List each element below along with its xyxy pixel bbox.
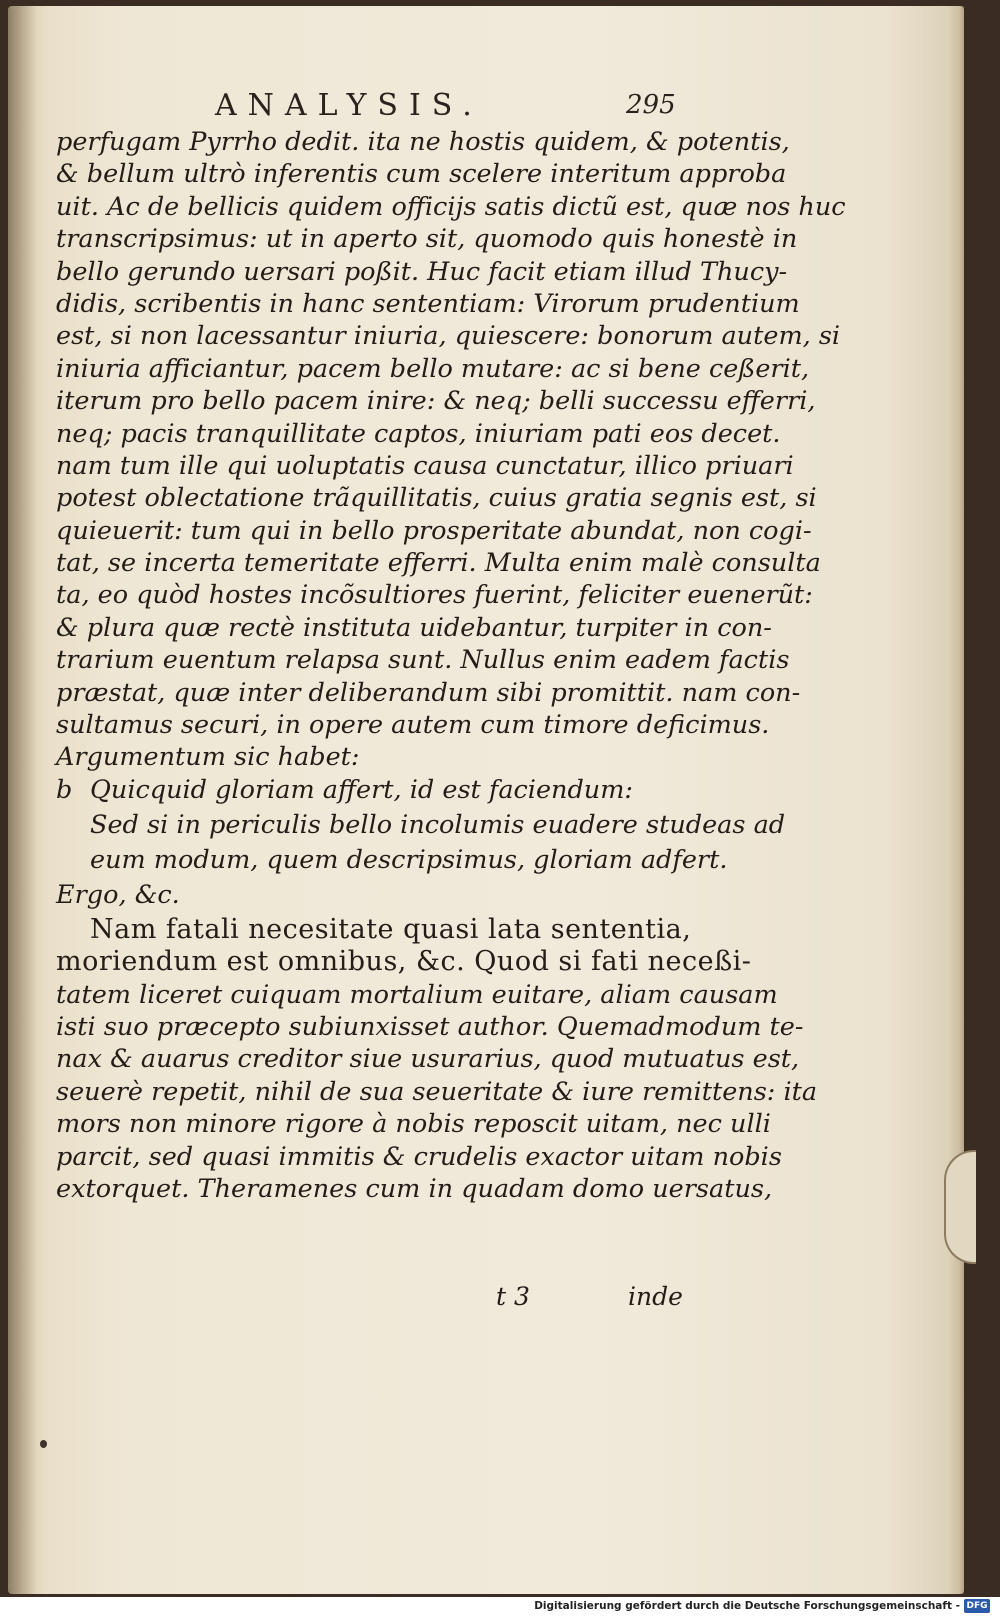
text-line: iterum pro bello pacem inire: & neq; belli successu efferri, [56,386,816,417]
argument-conclusion: Ergo, &c. [56,879,180,910]
page-header [0,88,1000,128]
signature-line [0,1282,1000,1314]
text-line: neq; pacis tranquillitate captos, iniuriam pati eos decet. [56,418,781,449]
text-line: extorquet. Theramenes cum in quadam domo uersatus, [56,1173,773,1204]
text-line: & bellum ultrò inferentis cum scelere interitum approba [56,159,787,190]
text-line: nax & auarus creditor siue usurarius, quod mutuatus est, [56,1044,800,1075]
page-number: 295 [626,90,676,120]
roman-line: Nam fatali necesitate quasi lata sententia, [90,913,692,945]
argument-line: Sed si in periculis bello incolumis euadere studeas ad [90,809,786,840]
text-line: mors non minore rigore à nobis reposcit uitam, nec ulli [56,1109,771,1140]
text-line: perfugam Pyrrho dedit. ita ne hostis quidem, & potentis, [56,127,790,157]
text-line: est, si non lacessantur iniuria, quiescere: bonorum autem, si [56,321,841,352]
text-line: quieuerit: tum qui in bello prosperitate abundat, non cogi- [56,515,812,546]
text-line: didis, scribentis in hanc sententiam: Virorum prudentium [56,288,800,319]
text-line: uit. Ac de bellicis quidem officijs satis dictũ est, quæ nos huc [56,191,846,222]
text-line: seuerè repetit, nihil de sua seueritate & iure remittens: ita [56,1076,818,1107]
text-line: transcripsimus: ut in aperto sit, quomodo quis honestè in [56,224,798,255]
argument-heading: Argumentum sic habet: [56,742,360,773]
ink-spot [40,1440,47,1448]
argument-major-premise [56,774,696,809]
argument-line: Quicquid gloriam affert, id est faciendum: [90,774,633,805]
running-title: ANALYSIS. [215,88,483,123]
text-line: sultamus securi, in opere autem cum timore deficimus. [56,710,770,741]
text-line: ta, eo quòd hostes incõsultiores fuerint, feliciter euenerũt: [56,580,813,611]
book-clasp [944,1150,976,1264]
argument-line: eum modum, quem descripsimus, gloriam adfert. [90,844,728,875]
page-gutter [8,6,36,1594]
roman-line: moriendum est omnibus, &c. Quod si fati neceßi- [56,946,752,978]
dfg-logo: DFG [964,1599,990,1613]
text-line: præstat, quæ inter deliberandum sibi promittit. nam con- [56,677,801,708]
text-line: potest oblectatione trãquillitatis, cuius gratia segnis est, si [56,483,817,514]
text-line: iniuria afficiantur, pacem bello mutare: ac si bene ceßerit, [56,353,810,384]
signature-mark: t 3 [496,1282,530,1311]
text-line: & plura quæ rectè instituta uidebantur, turpiter in con- [56,612,772,643]
text-line: isti suo præcepto subiunxisset author. Quemadmodum te- [56,1011,804,1042]
text-line: tatem liceret cuiquam mortalium euitare, aliam causam [56,979,778,1010]
argument-marker: b [56,774,73,805]
catchword: inde [628,1282,683,1311]
digitization-footer [0,1597,1000,1617]
text-line: parcit, sed quasi immitis & crudelis exactor uitam nobis [56,1141,782,1172]
text-line: trarium euentum relapsa sunt. Nullus enim eadem factis [56,645,790,676]
text-line: tat, se incerta temeritate efferri. Multa enim malè consulta [56,548,821,579]
body-text [56,126,846,1205]
funding-credit: Digitalisierung gefördert durch die Deutsche Forschungsgemeinschaft - [534,1600,960,1612]
text-line: nam tum ille qui uoluptatis causa cunctatur, illico priuari [56,450,794,481]
text-line: bello gerundo uersari poßit. Huc facit etiam illud Thucy- [56,256,788,287]
page-fore-edge [948,6,964,1594]
